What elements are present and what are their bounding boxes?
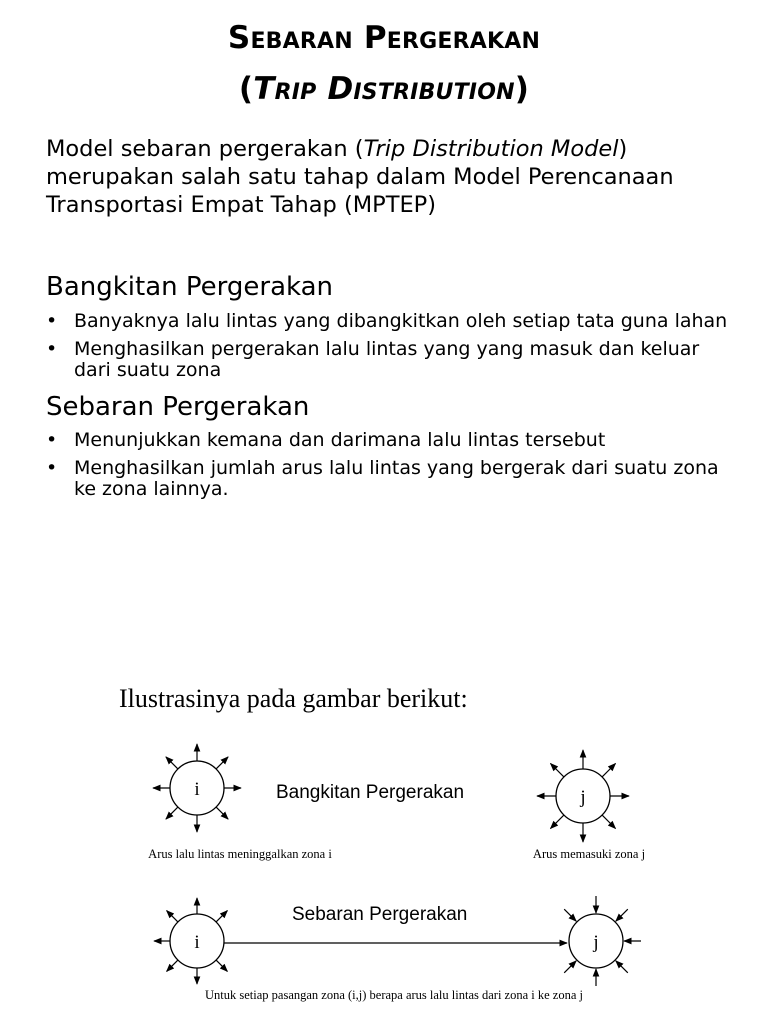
title-paren-open: ( bbox=[238, 71, 254, 107]
bullet-text: Banyaknya lalu lintas yang dibangkitkan oleh setiap tata guna lahan bbox=[74, 310, 728, 332]
zone-i-label: i bbox=[194, 779, 200, 800]
intro-after: ) merupakan salah satu tahap dalam Model Perencanaan Transportasi Empat Tahap (MPTEP) bbox=[46, 136, 674, 218]
bangkitan-label: Bangkitan Pergerakan bbox=[276, 782, 465, 803]
intro-italic: Trip Distribution Model bbox=[363, 136, 619, 162]
title-paren-close: ) bbox=[514, 71, 530, 107]
zone-i-distribution bbox=[154, 898, 227, 984]
caption-leaving-zone-i: Arus lalu lintas meninggalkan zona i bbox=[148, 847, 332, 861]
zone-i-label: i bbox=[194, 932, 200, 953]
bullet-text: Menunjukkan kemana dan darimana lalu lintas tersebut bbox=[74, 429, 606, 451]
bullet-dot: • bbox=[46, 457, 58, 479]
bullet-dot: • bbox=[46, 429, 58, 451]
illustration-caption: Ilustrasinya pada gambar berikut: bbox=[119, 684, 468, 713]
bullet-text: Menghasilkan jumlah arus lalu lintas yang bergerak dari suatu zona ke zona lainnya. bbox=[74, 457, 719, 500]
zone-j-label: j bbox=[593, 932, 599, 953]
zone-i-generation bbox=[153, 744, 241, 832]
zone-j-generation bbox=[537, 750, 629, 842]
zone-j-attraction bbox=[564, 896, 641, 986]
zone-j-label: j bbox=[580, 787, 586, 808]
title-text: Sebaran Pergerakan bbox=[227, 20, 541, 56]
intro-before: Model sebaran pergerakan ( bbox=[46, 136, 364, 162]
section-heading-bangkitan: Bangkitan Pergerakan bbox=[46, 272, 334, 302]
title-italic: Trip Distribution bbox=[253, 71, 515, 107]
sebaran-label: Sebaran Pergerakan bbox=[292, 904, 468, 925]
bullet-dot: • bbox=[46, 338, 58, 360]
section-heading-sebaran: Sebaran Pergerakan bbox=[46, 392, 310, 422]
caption-pair-flow: Untuk setiap pasangan zona (i,j) berapa arus lalu lintas dari zona i ke zona j bbox=[205, 988, 583, 1002]
caption-entering-zone-j: Arus memasuki zona j bbox=[532, 847, 646, 861]
bullet-dot: • bbox=[46, 310, 58, 332]
bullet-text: Menghasilkan pergerakan lalu lintas yang yang masuk dan keluar dari suatu zona bbox=[74, 338, 700, 381]
